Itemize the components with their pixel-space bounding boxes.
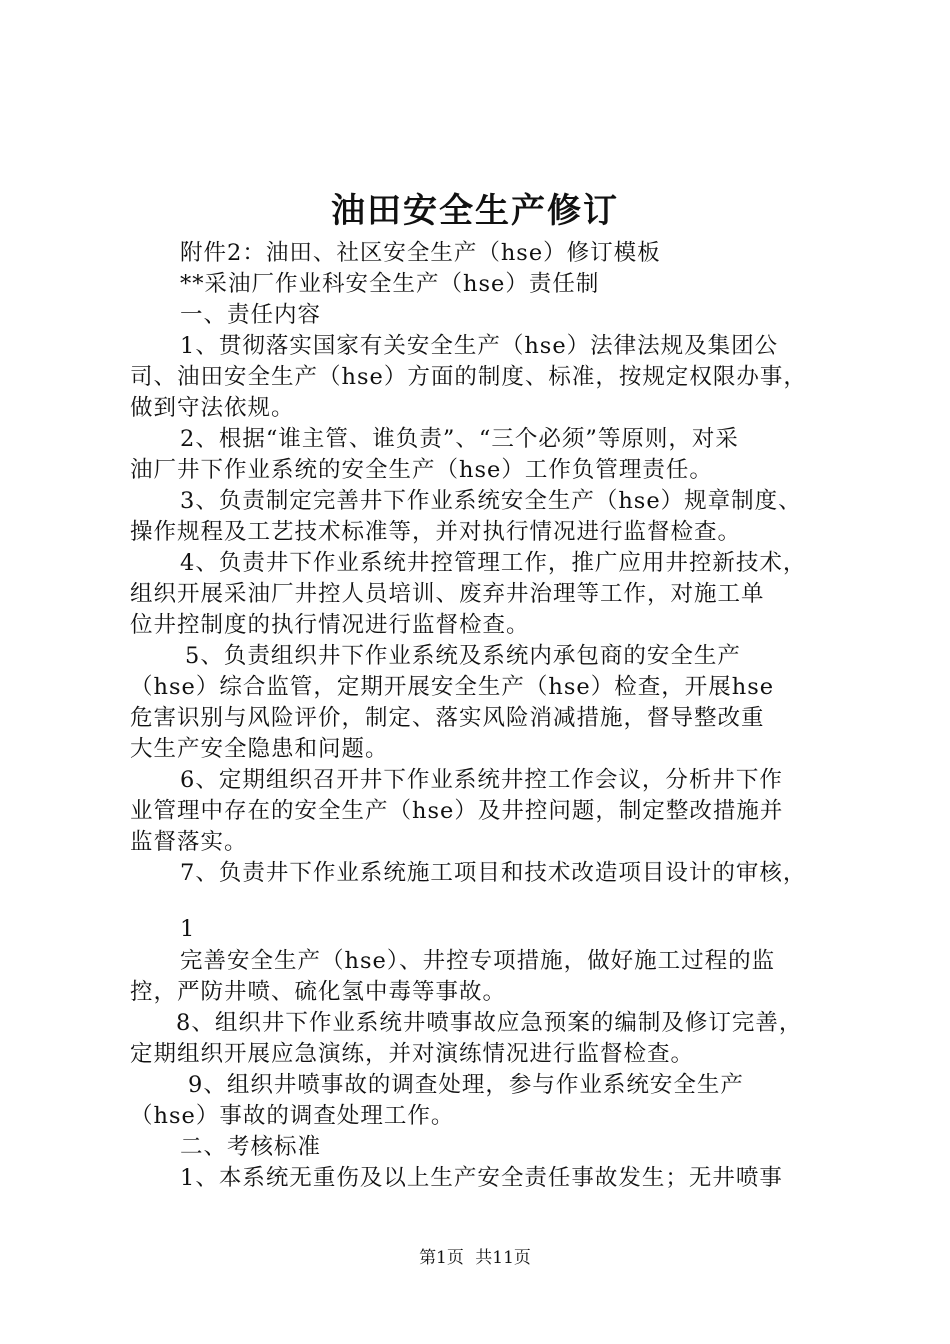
- text-line: 8、组织井下作业系统井喷事故应急预案的编制及修订完善，: [176, 1010, 803, 1036]
- text-line: 附件2：油田、社区安全生产（hse）修订模板: [180, 240, 661, 266]
- footer-total-label: 共11页: [475, 1248, 531, 1268]
- text-line: 业管理中存在的安全生产（hse）及井控问题，制定整改措施并: [130, 798, 784, 824]
- text-line: 二、考核标准: [180, 1134, 322, 1160]
- text-line: 1、本系统无重伤及以上生产安全责任事故发生；无井喷事: [180, 1165, 783, 1191]
- text-line: 4、负责井下作业系统井控管理工作，推广应用井控新技术，: [180, 550, 807, 576]
- text-line: 危害识别与风险评价，制定、落实风险消减措施，督导整改重: [130, 705, 765, 731]
- page-footer: [0, 1243, 950, 1268]
- text-line: 司、油田安全生产（hse）方面的制度、标准，按规定权限办事，: [130, 364, 807, 390]
- text-line: 6、定期组织召开井下作业系统井控工作会议，分析井下作: [180, 767, 783, 793]
- text-line: **采油厂作业科安全生产（hse）责任制: [180, 271, 600, 297]
- text-line: 大生产安全隐患和问题。: [130, 736, 389, 762]
- text-line: 7、负责井下作业系统施工项目和技术改造项目设计的审核，: [180, 860, 807, 886]
- text-line: （hse）综合监管，定期开展安全生产（hse）检查，开展hse: [130, 674, 775, 700]
- page-number-mark: 1: [180, 916, 196, 942]
- text-line: 组织开展采油厂井控人员培训、废弃井治理等工作，对施工单: [130, 581, 765, 607]
- text-line: 做到守法依规。: [130, 395, 295, 421]
- text-line: 5、负责组织井下作业系统及系统内承包商的安全生产: [185, 643, 741, 669]
- text-line: 2、根据“谁主管、谁负责”、“三个必须”等原则，对采: [180, 426, 739, 452]
- footer-page-label: 第1页: [419, 1248, 464, 1268]
- text-line: 一、责任内容: [180, 302, 322, 328]
- text-line: 定期组织开展应急演练，并对演练情况进行监督检查。: [130, 1041, 695, 1067]
- text-line: 完善安全生产（hse）、井控专项措施，做好施工过程的监: [180, 948, 776, 974]
- text-line: 1、贯彻落实国家有关安全生产（hse）法律法规及集团公: [180, 333, 779, 359]
- text-line: 9、组织井喷事故的调查处理，参与作业系统安全生产: [188, 1072, 744, 1098]
- text-line: 位井控制度的执行情况进行监督检查。: [130, 612, 530, 638]
- text-line: 操作规程及工艺技术标准等，并对执行情况进行监督检查。: [130, 519, 742, 545]
- text-line: 控，严防井喷、硫化氢中毒等事故。: [130, 979, 507, 1005]
- text-line: 油厂井下作业系统的安全生产（hse）工作负管理责任。: [130, 457, 713, 483]
- text-line: 3、负责制定完善井下作业系统安全生产（hse）规章制度、: [180, 488, 802, 514]
- text-line: 监督落实。: [130, 829, 248, 855]
- document-title: 油田安全生产修订: [331, 191, 619, 231]
- text-line: （hse）事故的调查处理工作。: [130, 1103, 455, 1129]
